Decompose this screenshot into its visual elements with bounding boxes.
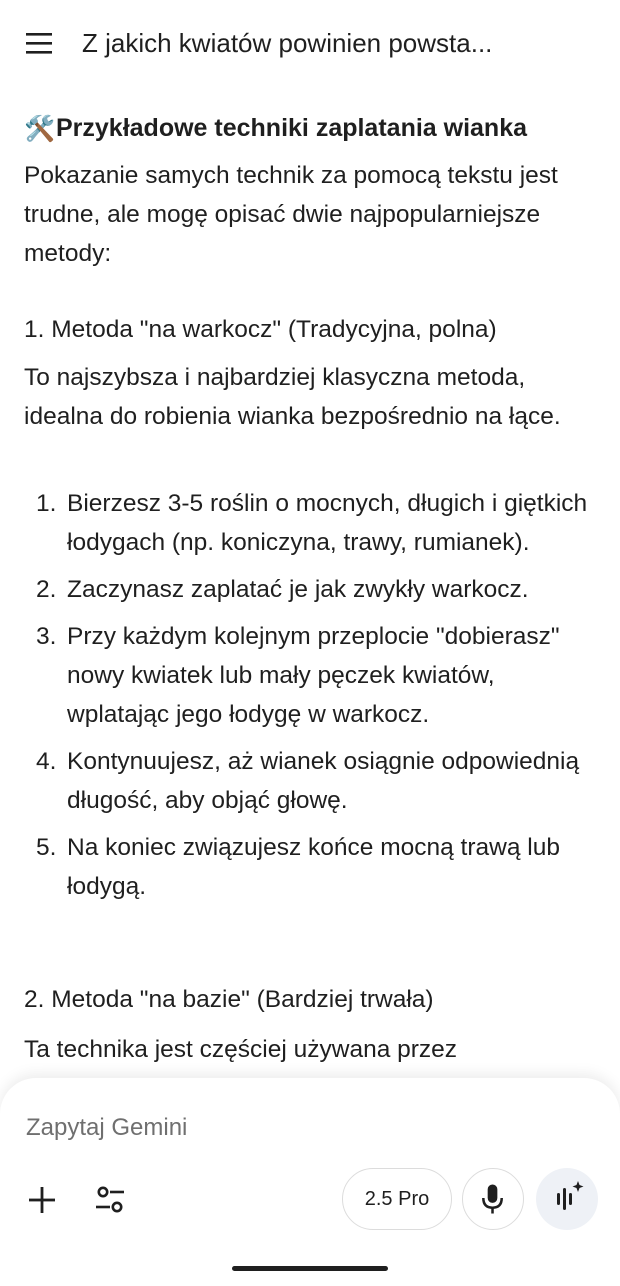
step-text: Na koniec związujesz końce mocną trawą lub łodygą.: [67, 834, 560, 900]
step-number: 3.: [36, 623, 57, 650]
tools-icon[interactable]: [90, 1180, 130, 1220]
step-text: Kontynuujesz, aż wianek osiągnie odpowiednią długość, aby objąć głowę.: [67, 748, 580, 814]
method2-description: Ta technika jest częściej używana przez: [24, 1036, 458, 1063]
model-selector-button[interactable]: 2.5 Pro: [342, 1168, 452, 1230]
step-item: [24, 484, 596, 562]
prompt-input[interactable]: [26, 1108, 586, 1148]
method1-steps: [24, 484, 596, 914]
method1-description: To najszybsza i najbardziej klasyczna metoda, idealna do robienia wianka bezpośrednio na łące.: [24, 364, 561, 430]
chat-title[interactable]: Z jakich kwiatów powinien powsta...: [82, 28, 493, 58]
tools-emoji-icon: 🛠️: [24, 115, 56, 144]
menu-icon[interactable]: [24, 28, 58, 58]
home-indicator[interactable]: [232, 1266, 388, 1271]
live-icon: [536, 1168, 598, 1230]
step-number: 1.: [36, 490, 57, 517]
top-bar: [0, 0, 620, 86]
prompt-composer: [0, 1078, 620, 1286]
plus-icon[interactable]: [22, 1180, 62, 1220]
section-heading-text: Przykładowe techniki zaplatania wianka: [56, 114, 528, 142]
step-number: 2.: [36, 576, 57, 603]
mic-button[interactable]: [462, 1168, 524, 1230]
live-button[interactable]: [536, 1168, 598, 1230]
intro-paragraph: Pokazanie samych technik za pomocą tekstu jest trudne, ale mogę opisać dwie najpopularniejsze metody:: [24, 162, 558, 267]
step-item: [24, 617, 596, 734]
mic-icon: [463, 1169, 523, 1229]
step-text: Bierzesz 3-5 roślin o mocnych, długich i giętkich łodygach (np. koniczyna, trawy, rumianek).: [67, 490, 588, 556]
section-heading: [24, 110, 527, 147]
step-number: 5.: [36, 834, 57, 861]
step-item: [24, 828, 596, 906]
method2-title: 2. Metoda "na bazie" (Bardziej trwała): [24, 986, 434, 1013]
step-text: Zaczynasz zaplatać je jak zwykły warkocz.: [67, 576, 529, 603]
method1-title: 1. Metoda "na warkocz" (Tradycyjna, polna): [24, 316, 497, 343]
step-text: Przy każdym kolejnym przeplocie "dobierasz" nowy kwiatek lub mały pęczek kwiatów, wplatając jego łodygę w warkocz.: [67, 623, 560, 728]
step-item: [24, 570, 596, 609]
step-item: [24, 742, 596, 820]
step-number: 4.: [36, 748, 57, 775]
